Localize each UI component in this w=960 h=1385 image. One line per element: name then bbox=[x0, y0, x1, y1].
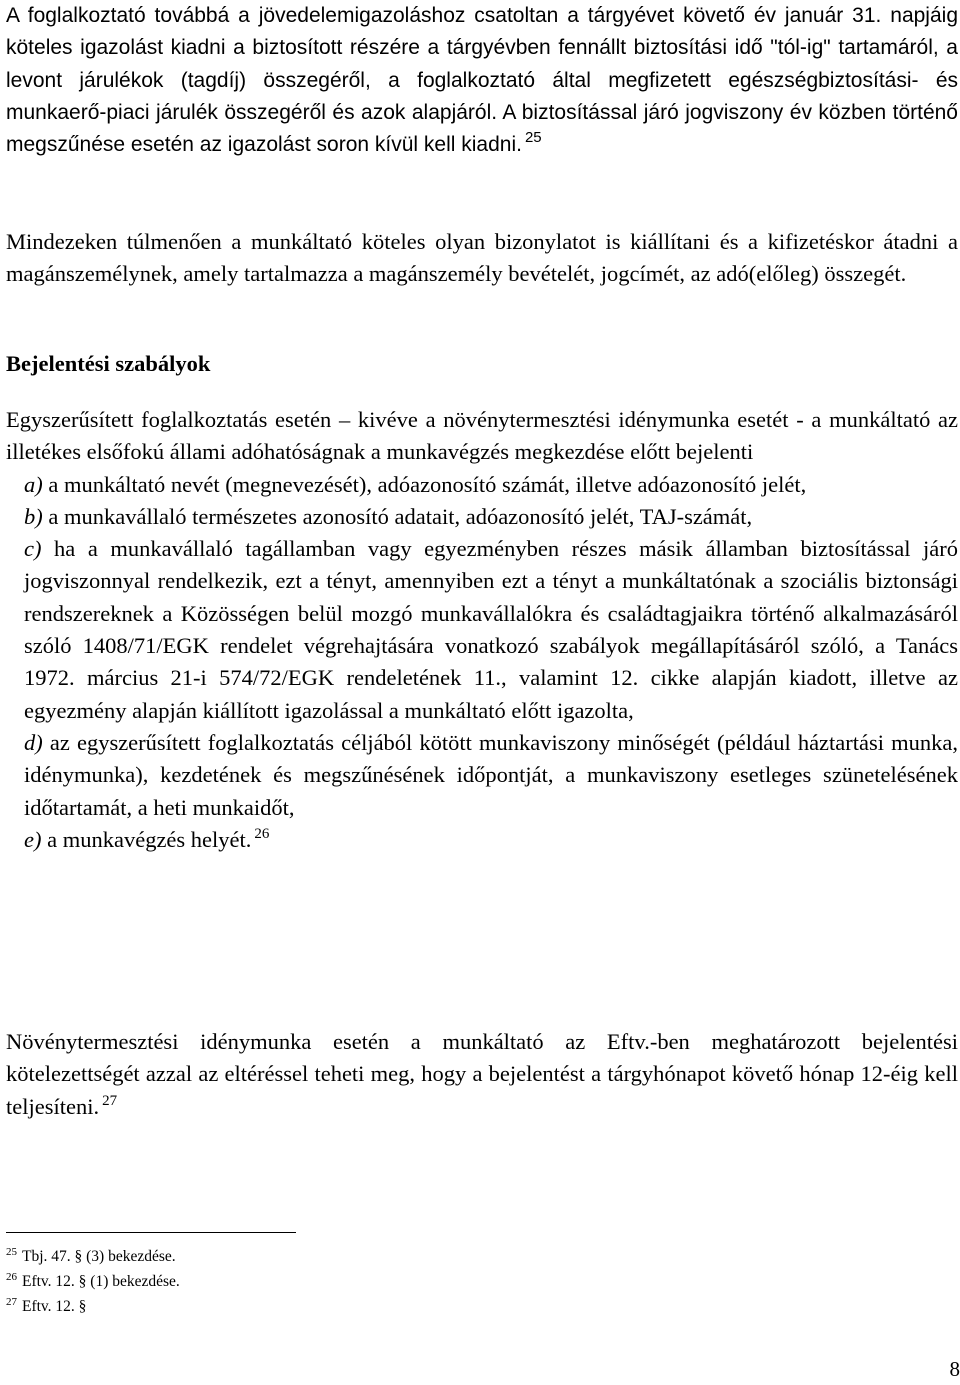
list-marker: c) bbox=[24, 536, 42, 562]
seasonal-work-paragraph bbox=[6, 1026, 958, 1123]
footnote-number: 25 bbox=[6, 1246, 17, 1258]
intro-paragraph bbox=[6, 0, 958, 161]
list-item-text: a munkáltató nevét (megnevezését), adóazonosító számát, illetve adóazonosító jelét, bbox=[42, 471, 807, 497]
list-item bbox=[6, 533, 958, 727]
list-item bbox=[6, 727, 958, 824]
registration-intro: Egyszerűsített foglalkoztatás esetén – kivéve a növénytermesztési idénymunka esetét - a munkáltató az illetékes elsőfokú állami adóhatóságnak a munkavégzés megkezdése előtt bejelenti bbox=[6, 407, 958, 465]
footnotes bbox=[6, 1244, 180, 1319]
seasonal-work-text: Növénytermesztési idénymunka esetén a munkáltató az Eftv.-ben meghatározott bejelentési kötelezettségét azzal az eltéréssel teheti meg, hogy a bejelentést a tárgyhónapot követő hónap 12-éig kell teljesíteni. bbox=[6, 1029, 958, 1119]
footnote-text: Tbj. 47. § (3) bekezdése. bbox=[22, 1248, 176, 1265]
list-item bbox=[6, 469, 958, 501]
footnote bbox=[6, 1294, 180, 1319]
receipt-paragraph-text: Mindezeken túlmenően a munkáltató köteles olyan bizonylatot is kiállítani és a kifizetéskor átadni a magánszemélynek, amely tartalmazza a magánszemély bevételét, jogcímét, az adó(előleg) összegét. bbox=[6, 229, 958, 287]
list-marker: b) bbox=[24, 503, 43, 529]
footnote-ref-25[interactable]: 25 bbox=[524, 129, 542, 147]
footnote-number: 27 bbox=[6, 1296, 17, 1308]
page-number: 8 bbox=[949, 1357, 960, 1381]
list-marker: a) bbox=[24, 471, 43, 497]
section-heading: Bejelentési szabályok bbox=[6, 351, 211, 376]
list-item-text: a munkavállaló természetes azonosító adatait, adóazonosító jelét, TAJ-számát, bbox=[42, 503, 753, 529]
footnote bbox=[6, 1269, 180, 1294]
footnote-text: Eftv. 12. § (1) bekezdése. bbox=[22, 1273, 180, 1290]
receipt-paragraph bbox=[6, 226, 958, 291]
footnote-divider bbox=[6, 1232, 296, 1233]
intro-paragraph-text: A foglalkoztató továbbá a jövedelemigazoláshoz csatoltan a tárgyévet követő év január 31. napjáig köteles igazolást kiadni a biztosított részére a tárgyévben fennállt biztosítási idő "tól-ig" tartamáról, a levont járulékok (tagdíj) összegéről, a foglalkoztató által megfizetett egészségbiztosítási- és munkaerő-piaci járulék összegéről és azok alapjáról. A biztosítással járó jogviszony év közben történő megszűnése esetén az igazolást soron kívül kell kiadni. bbox=[6, 4, 958, 157]
list-item-text: az egyszerűsített foglalkoztatás céljából kötött munkaviszony minőségét (például háztartási munka, idénymunka), kezdetének és megszűnésének időpontját, a munkaviszony esetleges szünetelésének időtartamát, a heti munkaidőt, bbox=[24, 729, 958, 820]
footnote-ref-27[interactable]: 27 bbox=[102, 1092, 118, 1109]
list-marker: e) bbox=[24, 826, 42, 852]
registration-paragraph bbox=[6, 404, 958, 856]
list-item-text: ha a munkavállaló tagállamban vagy egyezményben részes másik államban biztosítással járó jogviszonnyal rendelkezik, ezt a tényt, amennyiben ezt a tényt a munkáltatónak a szociális biztonsági rendszereknek a Közösségen belül mozgó munkavállalókra és családtagjaikra történő alkalmazásáról szóló 1408/71/EGK rendelet végrehajtására vonatkozó szabályok megállapításáról szóló, a Tanács 1972. március 21-i 574/72/EGK rendeletének 11., valamint 12. cikke alapján kiadott, illetve az egyezmény alapján kiállított igazolással a munkáltató előtt igazolta, bbox=[24, 536, 958, 723]
list-item bbox=[6, 824, 958, 856]
list-item bbox=[6, 501, 958, 533]
list-marker: d) bbox=[24, 729, 43, 755]
list-item-text: a munkavégzés helyét. bbox=[41, 826, 252, 852]
footnote-text: Eftv. 12. § bbox=[22, 1298, 87, 1315]
footnote bbox=[6, 1244, 180, 1269]
footnote-ref-26[interactable]: 26 bbox=[254, 825, 270, 842]
footnote-number: 26 bbox=[6, 1271, 17, 1283]
